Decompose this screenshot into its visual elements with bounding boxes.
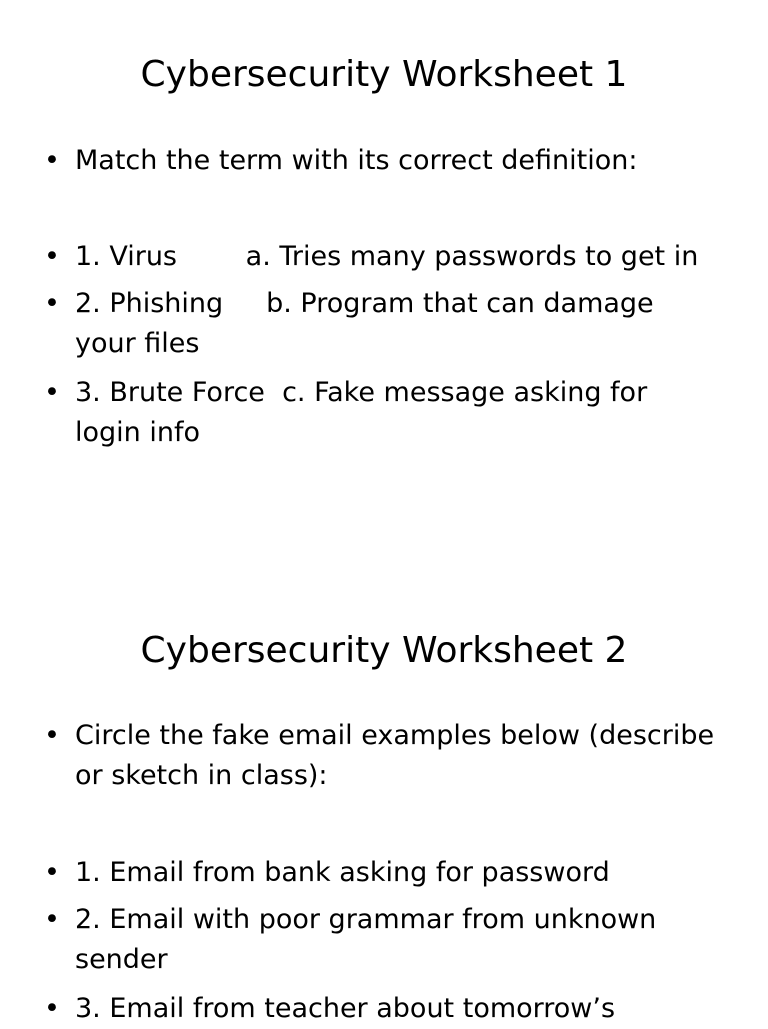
worksheet-1-title: Cybersecurity Worksheet 1: [140, 54, 628, 95]
worksheet-2-email-item-1: • 1. Email from bank asking for password: [75, 853, 735, 893]
worksheet-1-match-item-3: • 3. Brute Force c. Fake message asking for login info: [75, 373, 675, 453]
worksheet-2-instruction: • Circle the fake email examples below (describe or sketch in class):: [75, 716, 735, 796]
worksheet-1-match-item-1: • 1. Virus a. Tries many passwords to get in: [75, 237, 735, 277]
worksheet-2-title: Cybersecurity Worksheet 2: [140, 630, 628, 671]
worksheet-1-instruction: • Match the term with its correct definition:: [75, 141, 735, 181]
worksheet-1-match-item-2: • 2. Phishing b. Program that can damage your files: [75, 284, 675, 364]
worksheet-2-email-item-3: • 3. Email from teacher about tomorrow’s: [75, 989, 695, 1029]
worksheet-2-email-item-2: • 2. Email with poor grammar from unknown sender: [75, 900, 695, 980]
